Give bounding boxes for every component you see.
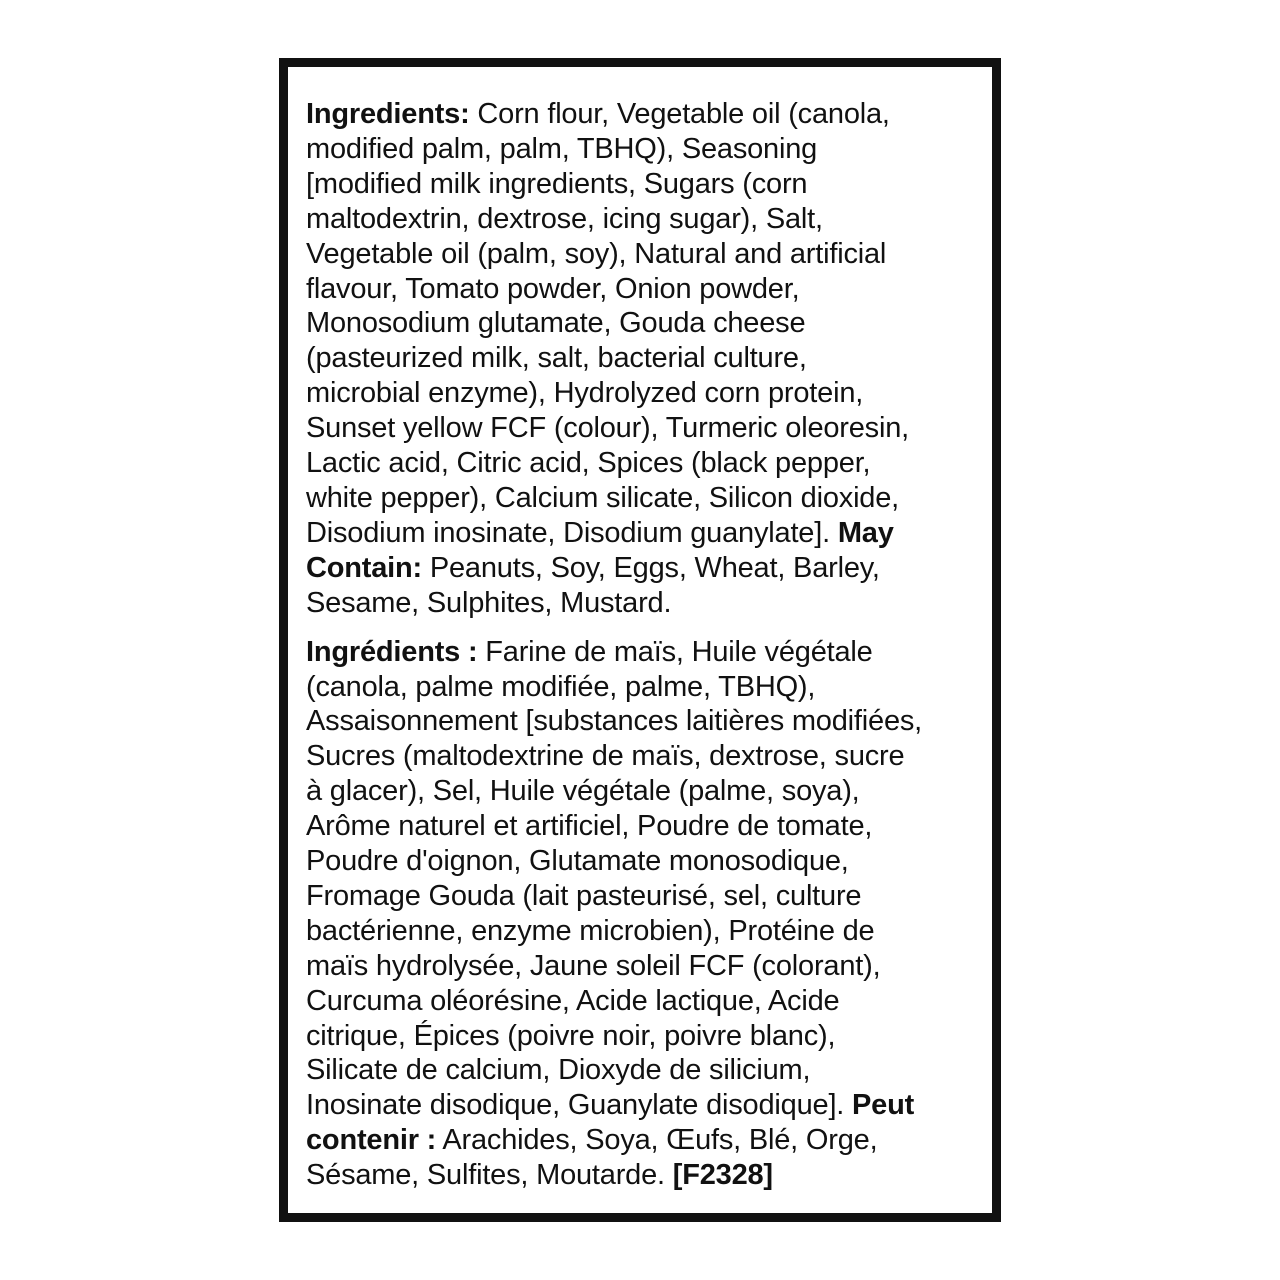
french-line: (canola, palme modifiée, palme, TBHQ),: [306, 670, 816, 703]
english-allergens: Sesame, Sulphites, Mustard.: [306, 586, 672, 619]
french-ingredients: [306, 635, 978, 1194]
english-line: Monosodium glutamate, Gouda cheese: [306, 307, 806, 340]
french-ingredients-heading: Ingrédients :: [306, 635, 478, 668]
french-line: Silicate de calcium, Dioxyde de silicium,: [306, 1054, 811, 1087]
english-line: Vegetable oil (palm, soy), Natural and artificial: [306, 237, 887, 270]
english-line: microbial enzyme), Hydrolyzed corn protein,: [306, 377, 864, 410]
english-ingredients-heading: Ingredients:: [306, 98, 470, 130]
english-line: Corn flour, Vegetable oil (canola,: [469, 98, 890, 130]
french-may-contain-heading: Peut: [852, 1089, 915, 1122]
english-line: Lactic acid, Citric acid, Spices (black pepper,: [306, 447, 871, 480]
english-ingredients: [306, 97, 978, 621]
french-line: Fromage Gouda (lait pasteurisé, sel, culture: [306, 879, 862, 912]
english-line: Disodium inosinate, Disodium guanylate].: [306, 516, 838, 549]
french-line: maïs hydrolysée, Jaune soleil FCF (colorant),: [306, 949, 881, 982]
french-line: Arôme naturel et artificiel, Poudre de tomate,: [306, 810, 873, 843]
french-may-contain-heading: contenir :: [306, 1124, 437, 1157]
english-line: modified palm, palm, TBHQ), Seasoning: [306, 132, 818, 165]
english-may-contain-heading: Contain:: [306, 551, 422, 584]
french-allergens: Sésame, Sulfites, Moutarde.: [306, 1159, 673, 1192]
english-line: (pasteurized milk, salt, bacterial culture,: [306, 342, 807, 375]
english-line: maltodextrin, dextrose, icing sugar), Salt,: [306, 202, 823, 235]
english-line: white pepper), Calcium silicate, Silicon dioxide,: [306, 481, 900, 514]
english-may-contain-heading: May: [837, 516, 894, 549]
french-line: Sucres (maltodextrine de maïs, dextrose, sucre: [306, 740, 905, 773]
english-line: flavour, Tomato powder, Onion powder,: [306, 272, 800, 305]
french-line: Inosinate disodique, Guanylate disodique].: [306, 1089, 853, 1122]
french-line: Curcuma oléorésine, Acide lactique, Acide: [306, 984, 840, 1017]
french-line: bactérienne, enzyme microbien), Protéine de: [306, 914, 875, 947]
ingredient-label: [279, 58, 1001, 1222]
english-allergens: Peanuts, Soy, Eggs, Wheat, Barley,: [422, 551, 880, 584]
french-line: Assaisonnement [substances laitières modifiées,: [306, 705, 923, 738]
product-code: [F2328]: [672, 1159, 773, 1192]
french-line: à glacer), Sel, Huile végétale (palme, soya),: [306, 775, 860, 808]
french-line: Poudre d'oignon, Glutamate monosodique,: [306, 845, 849, 878]
english-line: Sunset yellow FCF (colour), Turmeric oleoresin,: [306, 412, 910, 445]
english-line: [modified milk ingredients, Sugars (corn: [306, 167, 808, 200]
french-line: Farine de maïs, Huile végétale: [477, 635, 873, 668]
french-allergens: Arachides, Soya, Œufs, Blé, Orge,: [436, 1124, 878, 1157]
french-line: citrique, Épices (poivre noir, poivre blanc),: [306, 1019, 836, 1052]
